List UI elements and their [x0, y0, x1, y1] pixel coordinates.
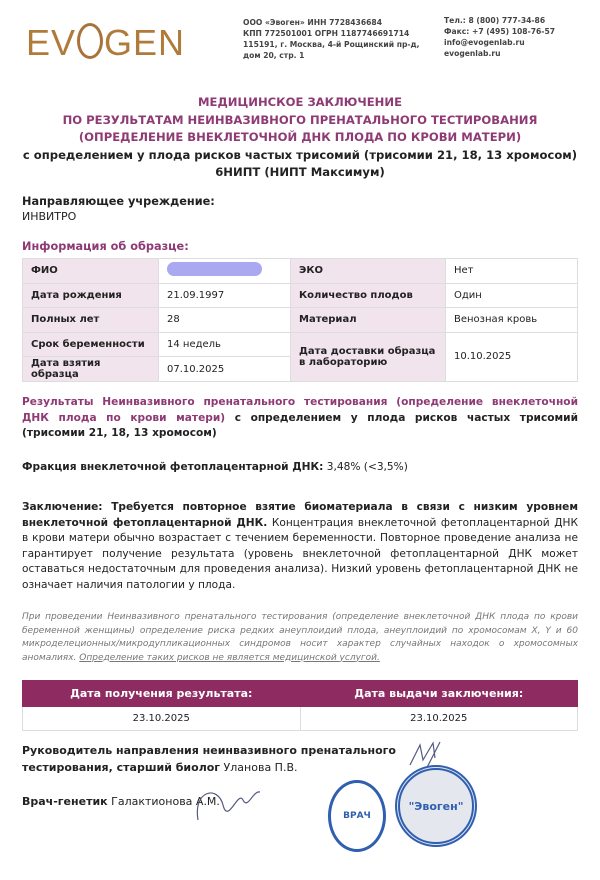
- sample-table: [22, 258, 578, 382]
- cell-label: Количество плодов: [291, 283, 446, 308]
- results-heading-colored: Результаты Неинвазивного пренатального тестирования (определение внеклеточной ДНК плода по крови матери): [22, 396, 578, 424]
- contact-details: [444, 15, 555, 59]
- cell-value: Венозная кровь: [446, 308, 578, 333]
- issue-date-header: Дата выдачи заключения:: [300, 681, 578, 707]
- fax: Факс: +7 (495) 108-76-57: [444, 27, 556, 36]
- cell-value: 28: [159, 308, 291, 333]
- cell-value: Один: [446, 283, 578, 308]
- document-title: [0, 94, 600, 182]
- table-row: [23, 283, 578, 308]
- sample-heading: Информация об образце:: [22, 240, 189, 253]
- table-row: [23, 259, 578, 284]
- doctor-stamp: ВРАЧ: [328, 780, 386, 852]
- head-title: Руководитель направления неинвазивного пренатального тестирования, старший биолог: [22, 744, 396, 774]
- head-name: Уланова П.В.: [220, 761, 298, 774]
- cell-label: Дата доставки образца в лабораторию: [291, 332, 446, 381]
- referral-label: Направляющее учреждение:: [22, 195, 215, 208]
- fio-value-redacted: [159, 259, 291, 284]
- referral-value: ИНВИТРО: [22, 210, 77, 223]
- head-signature: [22, 742, 422, 776]
- conclusion-bold: Заключение: Требуется повторное взятие биоматериала в связи с низким уровнем внеклеточной фетоплацентарной ДНК.: [22, 501, 578, 529]
- cell-value: 10.10.2025: [446, 332, 578, 381]
- company-line: дом 20, стр. 1: [243, 51, 305, 60]
- fraction-value: 3,48% (<3,5%): [323, 461, 408, 473]
- result-date-value: 23.10.2025: [23, 707, 301, 731]
- cell-value: 21.09.1997: [159, 283, 291, 308]
- note-underlined: Определение таких рисков не является медицинской услугой.: [79, 652, 380, 663]
- cell-value: Нет: [446, 259, 578, 284]
- results-heading: [22, 395, 578, 442]
- table-row: [23, 308, 578, 333]
- title-line: (ОПРЕДЕЛЕНИЕ ВНЕКЛЕТОЧНОЙ ДНК ПЛОДА ПО КРОВИ МАТЕРИ): [78, 130, 522, 144]
- cell-value: 07.10.2025: [159, 357, 291, 382]
- cell-label: Срок беременности: [23, 332, 159, 357]
- cell-label: ЭКО: [291, 259, 446, 284]
- title-line: ПО РЕЗУЛЬТАТАМ НЕИНВАЗИВНОГО ПРЕНАТАЛЬНОГО ТЕСТИРОВАНИЯ: [62, 112, 538, 127]
- title-line: 6НИПТ (НИПТ Максимум): [215, 165, 385, 179]
- conclusion-text: Концентрация внеклеточной фетоплацентарной ДНК в крови матери обычно возрастает с течением беременности. Повторное проведение анализа не гарантирует получение результата (уровень внеклеточной фетоплацентарной ДНК может оставаться недостаточным для проведения анализа). Низкий уровень фетоплацентарной ДНК не означает наличия патологии у плода.: [22, 516, 578, 591]
- note-text: При проведении Неинвазивного пренатального тестирования (определение внеклеточной ДНК плода по крови беременной женщины) определение риска редких анеуплоидий плода, анеуплоидий по хромосомам X, Y и 60 микроделеционных/микродупликационных синдромов носит характер случайных находок о хромосомных аномалиях.: [22, 612, 578, 663]
- cell-label: Полных лет: [23, 308, 159, 333]
- dates-table: [22, 680, 578, 731]
- issue-date-value: 23.10.2025: [300, 707, 578, 731]
- cell-label: Дата взятия образца: [23, 357, 159, 382]
- company-line: ООО «Эвоген» ИНН 7728436684: [243, 18, 382, 27]
- doctor-name: Галактионова А.М.: [107, 795, 220, 808]
- cell-label: Материал: [291, 308, 446, 333]
- cell-value: 14 недель: [159, 332, 291, 357]
- company-line: 115191, г. Москва, 4-й Рощинский пр-д,: [243, 40, 420, 49]
- results-heading-rest: с определением у плода рисков частых трисомий (трисомии 21, 18, 13 хромосом): [22, 411, 579, 439]
- cell-label: ФИО: [23, 259, 159, 284]
- doctor-handwritten-signature: [188, 780, 263, 830]
- company-line: КПП 772501001 ОГРН 1187746691714: [243, 29, 410, 38]
- cell-label: Дата рождения: [23, 283, 159, 308]
- disclaimer-note: [22, 611, 578, 665]
- evogen-logo: EV GEN: [26, 22, 186, 63]
- title-line: МЕДИЦИНСКОЕ ЗАКЛЮЧЕНИЕ: [198, 95, 402, 109]
- table-row: [23, 332, 578, 357]
- title-line: с определением у плода рисков частых трисомий (трисомии 21, 18, 13 хромосом): [22, 147, 578, 162]
- company-details: [243, 17, 420, 61]
- fraction-label: Фракция внеклеточной фетоплацентарной ДНК:: [22, 461, 324, 473]
- company-stamp: "Эвоген": [395, 765, 477, 847]
- doctor-title: Врач-генетик: [22, 795, 108, 808]
- conclusion: [22, 500, 578, 593]
- email: info@evogenlab.ru: [444, 38, 525, 47]
- result-date-header: Дата получения результата:: [23, 681, 301, 707]
- phone: Тел.: 8 (800) 777-34-86: [444, 16, 546, 25]
- website: evogenlab.ru: [444, 49, 501, 58]
- fetal-fraction: [22, 460, 578, 476]
